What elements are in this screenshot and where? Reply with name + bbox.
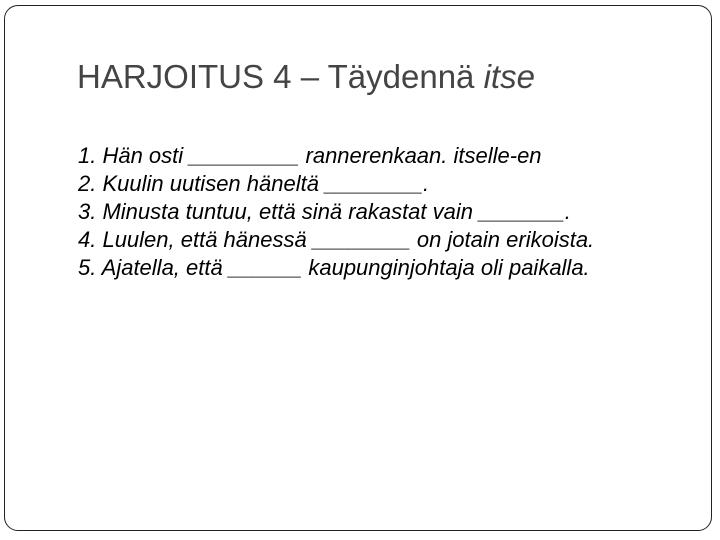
title-main-text: HARJOITUS 4 – Täydennä: [77, 58, 484, 95]
title-emphasis-text: itse: [483, 58, 535, 95]
exercise-list: [78, 142, 678, 282]
exercise-item: 2. Kuulin uutisen häneltä ________.: [78, 171, 430, 196]
exercise-item: 1. Hän osti _________ rannerenkaan. itselle-en: [78, 143, 542, 168]
slide-title: [77, 57, 535, 97]
exercise-item: 4. Luulen, että hänessä ________ on jotain erikoista.: [78, 227, 595, 252]
exercise-item: 5. Ajatella, että ______ kaupunginjohtaja oli paikalla.: [78, 255, 590, 280]
exercise-item: 3. Minusta tuntuu, että sinä rakastat vain _______.: [78, 199, 571, 224]
